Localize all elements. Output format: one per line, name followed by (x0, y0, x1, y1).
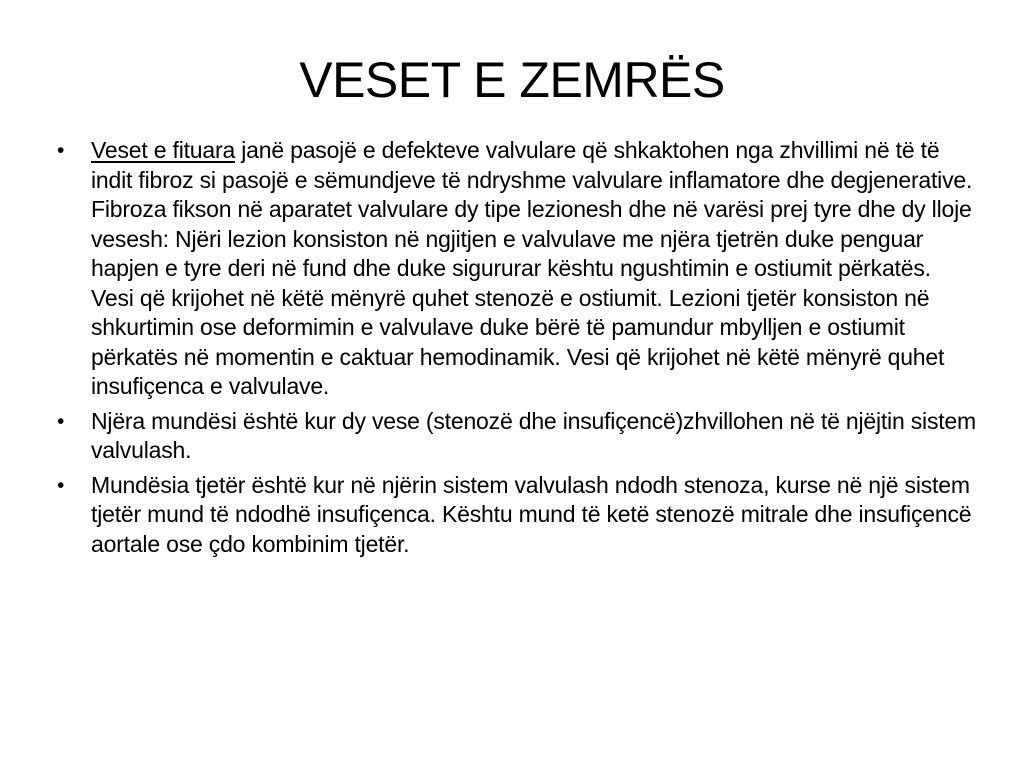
bullet-icon: • (57, 139, 65, 162)
bullet-item-different-valve-systems (52, 471, 977, 560)
bullet-text: Njëra mundësi është kur dy vese (stenozë dhe insufiçencë)zhvillohen në të njëjtin sistem valvulash. (91, 407, 976, 463)
bullet-list (52, 136, 977, 564)
bullet-text: janë pasojë e defekteve valvulare që shkaktohen nga zhvillimi në të të indit fibroz si pasojë e sëmundjeve të ndryshme valvulare inflamatore dhe degjenerative. Fibroza fikson në aparatet valvulare dy tipe lezionesh dhe në varësi prej tyre dhe dy lloje vesesh: Njëri lezion konsiston në ngjitjen e valvulave me njëra tjetrën duke penguar hapjen e tyre deri në fund dhe duke sigururar kështu ngushtimin e ostiumit përkatës. Vesi që krijohet në këtë mënyrë quhet stenozë e ostiumit. Lezioni tjetër konsiston në shkurtimin ose deformimin e valvulave duke bërë të pamundur mbylljen e ostiumit përkatës në momentin e caktuar hemodinamik. Vesi që krijohet në këtë mënyrë quhet insufiçenca e valvulave. (91, 137, 973, 399)
bullet-icon: • (57, 409, 65, 433)
bullet-text: Mundësia tjetër është kur në njërin sistem valvulash ndodh stenoza, kurse në një sistem tjetër mund të ndodhë insufiçenca. Kështu mund të ketë stenozë mitrale dhe insufiçencë aortale ose çdo kombinim tjetër. (91, 471, 972, 557)
acquired-defects-link[interactable]: Veset e fituara (91, 137, 236, 163)
bullet-item-same-valve-system (52, 407, 977, 466)
bullet-icon: • (57, 473, 65, 497)
bullet-item-acquired-defects (52, 136, 977, 402)
slide-title: VESET E ZEMRËS (299, 52, 725, 108)
